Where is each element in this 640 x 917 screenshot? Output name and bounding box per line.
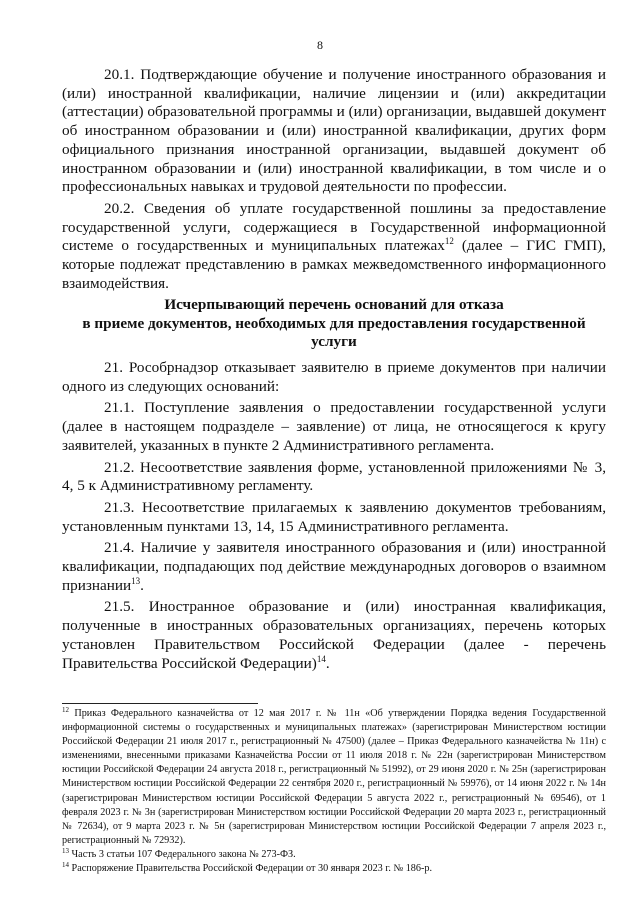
footnote-ref-14: 14 [316,653,326,664]
heading-line-2: в приеме документов, необходимых для предоставления государственной услуги [82,314,586,351]
heading-line-1: Исчерпывающий перечень оснований для отказа [164,296,504,313]
paragraph-21-4 [62,539,606,595]
footnote-text: Часть 3 статьи 107 Федерального закона № 273-ФЗ. [71,848,296,860]
paragraph-21-4-text: 21.4. Наличие у заявителя иностранного образования и (или) иностранной квалификации, подпадающих под действие международных договоров о взаимном признании [62,539,606,594]
paragraph-21-3: 21.3. Несоответствие прилагаемых к заявлению документов требованиям, установленным пунктами 13, 14, 15 Административного регламента. [62,498,606,535]
paragraph-21-1: 21.1. Поступление заявления о предоставлении государственной услуги (далее в настоящем подразделе – заявление) от лица, не относящегося к кругу заявителей, указанных в пункте 2 Административного регламента. [62,399,606,454]
paragraph-20-2-text-end: (далее – ГИС ГМП), которые подлежат представлению в рамках межведомственного информационного взаимодействия. [62,237,606,292]
footnote-14 [62,862,606,876]
footnote-12 [62,707,606,848]
footnote-number: 12 [62,706,69,714]
paragraph-21-4-text-end: . [140,576,144,594]
section-heading [62,296,606,352]
footnote-text: Распоряжение Правительства Российской Федерации от 30 января 2023 г. № 186-р. [71,863,433,875]
paragraph-21-5 [62,598,606,673]
footnote-text: Приказ Федерального казначейства от 12 мая 2017 г. № 11н «Об утверждении Порядка ведения Государственной информационной системы о государственных и муниципальных платежах» (зарегистрирован Министерством юстиции Российской Федерации 21 июля 2017 г., регистрационный № 47500) (далее – Приказ Федерального казначейства № 11н) с изменениями, внесенными приказами Казначейства России от 11 июля 2018 г. № 22н (зарегистрирован Министерством юстиции Российской Федерации 24 августа 2018 г., регистрационный № 51992), от 29 июня 2020 г. № 25н (зарегистрирован Министерством юстиции Российской Федерации 22 сентября 2020 г., регистрационный № 59976), от 14 июня 2022 г. № 14н (зарегистрирован Министерством юстиции Российской Федерации 5 августа 2022 г., регистрационный № 69546), от 1 февраля 2023 г. № 3н (зарегистрирован Министерством юстиции Российской Федерации 20 марта 2023 г., регистрационный № 72634), от 9 марта 2023 г. № 5н (зарегистрирован Министерством юстиции Российской Федерации 7 апреля 2023 г., регистрационный № 72932). [62,708,607,846]
footnote-divider [62,703,258,704]
paragraph-21-2: 21.2. Несоответствие заявления форме, установленной приложениями № 3, 4, 5 к Административному регламенту. [62,458,606,495]
paragraph-20-2 [62,200,606,294]
footnote-ref-13: 13 [131,575,141,586]
section-21 [62,359,606,673]
footnote-number: 14 [62,861,69,870]
paragraph-21-5-text-end: . [325,654,330,672]
page-number: 8 [317,38,323,52]
footnote-13 [62,848,606,862]
paragraph-20-2-text: 20.2. Сведения об уплате государственной пошлины за предоставление государственной услуги, содержащиеся в Государственной информационной системе о государственных и муниципальных платежах [62,199,606,255]
footnote-number: 13 [62,846,69,855]
footnote-ref-12: 12 [444,236,454,247]
paragraph-21-5-text: 21.5. Иностранное образование и (или) иностранная квалификация, полученные в иностранных образовательных организациях, перечень которых установлен Правительством Российской Федерации (далее - перечень Правительства Российской Федерации) [62,598,606,672]
section-20 [62,66,606,293]
footnotes [62,707,606,876]
paragraph-20-1: 20.1. Подтверждающие обучение и получение иностранного образования и (или) иностранной квалификации, наличие лицензии и (или) аккредитации (аттестации) образовательной программы и (или) организации, выдавшей документ об иностранном образовании и (или) иностранной квалификации, других форм официального признания иностранной организации, выдавшей документ об иностранном образовании и (или) иностранной квалификации, в том числе и о профессиональных навыках и трудовой деятельности по профессии. [62,66,606,196]
paragraph-21: 21. Рособрнадзор отказывает заявителю в приеме документов при наличии одного из следующих оснований: [62,359,606,395]
